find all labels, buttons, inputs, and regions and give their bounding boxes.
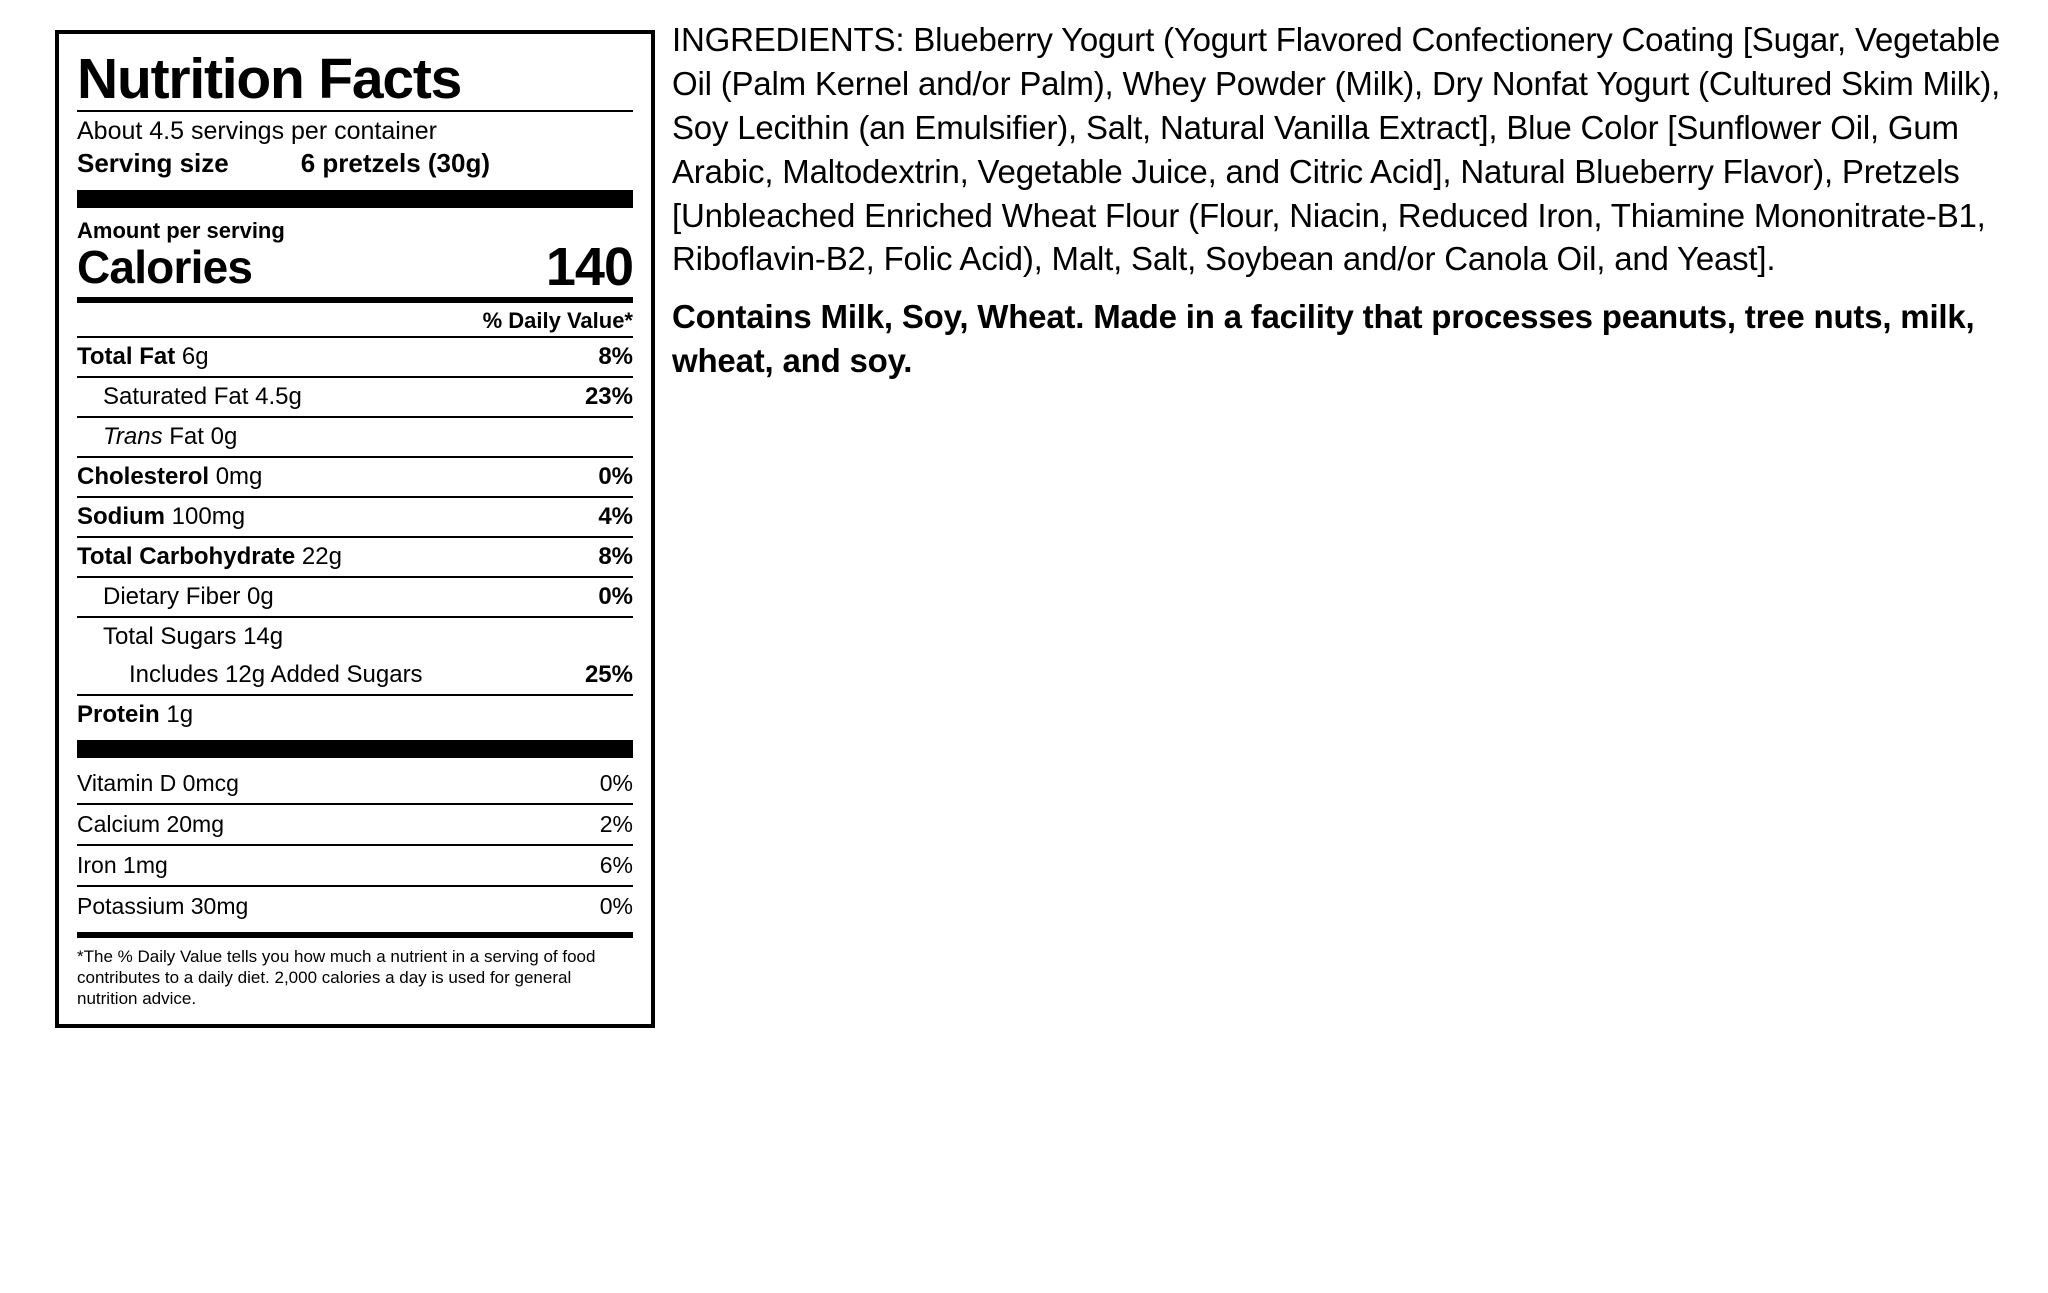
nutrient-label: Total Carbohydrate — [77, 542, 296, 570]
vitamin-name: Iron 1mg — [77, 851, 168, 878]
nutrient-label: Cholesterol — [77, 462, 210, 490]
nutrient-label: Total Sugars — [103, 622, 237, 650]
nutrient-dv: 0% — [598, 582, 633, 610]
nutrition-facts-panel — [55, 30, 655, 1028]
divider-thick-top — [77, 190, 633, 208]
nutrient-name: Includes 12g Added Sugars — [129, 660, 423, 688]
nutrient-label: Trans — [103, 422, 163, 450]
ingredients-block — [672, 18, 2017, 383]
nutrient-amount: 0g — [247, 582, 274, 610]
table-row — [77, 336, 633, 376]
divider-thick-bottom — [77, 740, 633, 758]
table-row — [77, 764, 633, 803]
nutrient-dv: 8% — [598, 542, 633, 570]
serving-size-label: Serving size — [77, 148, 229, 179]
nutrient-dv: 8% — [598, 342, 633, 370]
table-row — [77, 376, 633, 416]
calories-label: Calories — [77, 240, 253, 293]
vitamin-dv: 0% — [599, 892, 633, 919]
servings-per-container: About 4.5 servings per container — [77, 117, 437, 146]
table-row — [77, 576, 633, 616]
nutrient-label: Protein — [77, 700, 160, 728]
vitamin-dv: 6% — [599, 851, 633, 878]
table-row — [77, 803, 633, 844]
divider-under-calories — [77, 297, 633, 303]
nutrient-amount: 14g — [243, 622, 284, 650]
calories-row — [77, 236, 633, 297]
nutrient-amount: 4.5g — [255, 382, 302, 410]
vitamin-name: Calcium 20mg — [77, 810, 224, 837]
nutrient-name — [77, 583, 274, 611]
nutrient-amount: 1g — [166, 700, 194, 728]
vitamin-rows — [77, 764, 633, 926]
nutrient-name — [77, 383, 302, 411]
nutrient-amount: 22g — [301, 542, 342, 570]
nutrient-label: Total Fat — [77, 342, 176, 370]
nutrient-amount: 100mg — [171, 502, 246, 530]
table-row — [77, 496, 633, 536]
daily-value-header: % Daily Value* — [482, 307, 633, 333]
table-row — [77, 844, 633, 885]
table-row — [77, 694, 633, 734]
nutrient-label: Saturated Fat — [103, 382, 249, 410]
nutrient-name — [77, 463, 262, 491]
nutrient-amount: Fat 0g — [169, 422, 238, 450]
vitamin-name: Potassium 30mg — [77, 892, 249, 919]
daily-value-footnote: *The % Daily Value tells you how much a nutrient in a serving of food contributes to a daily diet. 2,000 calories a day is used for general nutrition advice. — [77, 946, 596, 1009]
nutrient-rows — [77, 336, 633, 734]
nutrient-dv: 23% — [584, 382, 633, 410]
vitamin-dv: 2% — [599, 810, 633, 837]
serving-size-row — [77, 147, 633, 184]
ingredients-text: INGREDIENTS: Blueberry Yogurt (Yogurt Flavored Confectionery Coating [Sugar, Vegetable Oil (Palm Kernel and/or Palm), Whey Powder (Milk), Dry Nonfat Yogurt (Cultured Skim Milk), Soy Lecithin (an Emulsifier), Salt, Natural Vanilla Extract], Blue Color [Sunflower Oil, Gum Arabic, Maltodextrin, Vegetable Juice, and Citric Acid], Natural Blueberry Flavor), Pretzels [Unbleached Enriched Wheat Flour (Flour, Niacin, Reduced Iron, Thiamine Mononitrate-B1, Riboflavin-B2, Folic Acid), Malt, Salt, Soybean and/or Canola Oil, and Yeast]. — [672, 21, 2001, 278]
table-row — [77, 456, 633, 496]
vitamin-dv: 0% — [599, 769, 633, 796]
table-row — [77, 416, 633, 456]
nutrient-dv: 4% — [598, 502, 633, 530]
amount-per-serving-label: Amount per serving — [77, 217, 285, 243]
table-row — [77, 885, 633, 926]
nutrient-name — [77, 503, 245, 531]
allergen-statement: Contains Milk, Soy, Wheat. Made in a facility that processes peanuts, tree nuts, milk, wheat, and soy. — [672, 298, 1975, 380]
nutrient-dv: 25% — [584, 660, 633, 688]
nutrient-amount: 0mg — [215, 462, 263, 490]
nutrient-amount: 6g — [181, 342, 209, 370]
nutrient-name — [77, 701, 193, 729]
nutrient-name — [77, 343, 209, 371]
nutrient-name — [77, 623, 283, 651]
nutrient-label: Sodium — [77, 502, 165, 530]
serving-size-value: 6 pretzels (30g) — [300, 148, 491, 179]
nutrient-name — [77, 543, 342, 571]
nutrient-dv: 0% — [598, 462, 633, 490]
nutrient-name — [77, 423, 237, 451]
nutrient-label: Dietary Fiber — [103, 582, 241, 610]
table-row — [77, 616, 633, 656]
vitamin-name: Vitamin D 0mcg — [77, 769, 239, 796]
table-row — [77, 656, 633, 694]
page-title: Nutrition Facts — [77, 47, 462, 111]
table-row — [77, 536, 633, 576]
calories-value: 140 — [545, 236, 633, 297]
